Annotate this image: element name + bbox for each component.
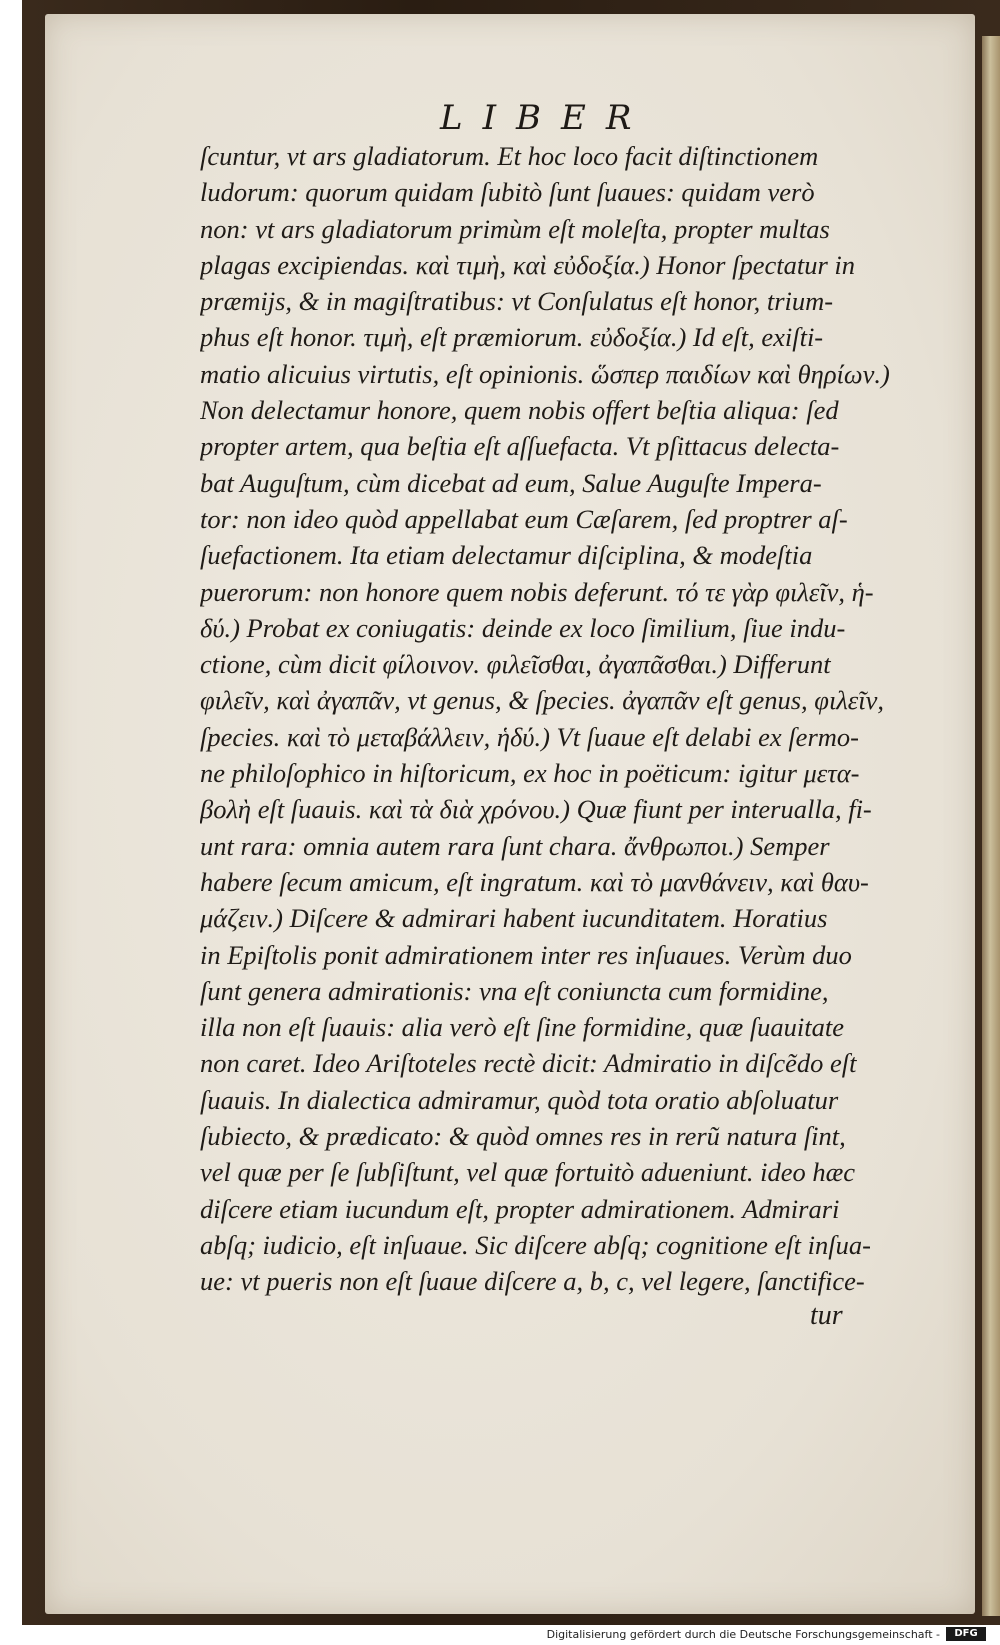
running-head: LIBER: [440, 98, 652, 138]
text-line: puerorum: non honore quem nobis deferunt. τό τε γὰρ φιλεῖν, ἡ-: [200, 576, 874, 607]
text-line: bat Auguſtum, cùm dicebat ad eum, Salue Auguſte Impera-: [200, 467, 822, 498]
text-line: in Epiſtolis ponit admirationem inter res inſuaues. Verùm duo: [200, 939, 852, 970]
text-line: ludorum: quorum quidam ſubitò ſunt ſuaues: quidam verò: [200, 177, 815, 208]
text-line: βολὴ eſt ſuauis. καὶ τὰ διὰ χρόνου.) Quæ fiunt per interualla, fi-: [200, 794, 872, 825]
text-line: δύ.) Probat ex coniugatis: deinde ex loco ſimilium, ſiue indu-: [200, 612, 846, 643]
text-line: tor: non ideo quòd appellabat eum Cæſarem, ſed proptrer aſ-: [200, 503, 848, 534]
text-line: ſcuntur, vt ars gladiatorum. Et hoc loco facit diſtinctionem: [200, 141, 819, 171]
text-line: matio alicuius virtutis, eſt opinionis. ὥσπερ παιδίων καὶ θηρίων.): [200, 358, 890, 389]
page-edge-strip: [982, 36, 1000, 1616]
text-line: vel quæ per ſe ſubſiſtunt, vel quæ fortuitò adueniunt. ideo hæc: [200, 1157, 856, 1188]
text-line: abſq; iudicio, eſt inſuaue. Sic diſcere abſq; cognitione eſt inſua-: [200, 1229, 871, 1260]
text-line: ſpecies. καὶ τὸ μεταβάλλειν, ἡδύ.) Vt ſuaue eſt delabi ex ſermo-: [200, 721, 859, 752]
text-line: ſubiecto, & prædicato: & quòd omnes res in rerũ natura ſint,: [200, 1121, 846, 1152]
text-line: ue: vt pueris non eſt ſuaue diſcere a, b, c, vel legere, ſanctifice-: [200, 1266, 865, 1297]
text-line: propter artem, qua beſtia eſt aſſuefacta. Vt pſittacus delecta-: [200, 431, 840, 462]
body-text: [200, 138, 920, 1300]
text-line: habere ſecum amicum, eſt ingratum. καὶ τὸ μανθάνειν, καὶ θαυ-: [200, 866, 869, 897]
dfg-logo: DFG: [946, 1627, 986, 1641]
text-line: ctione, cùm dicit φίλοινον. φιλεῖσθαι, ἀγαπᾶσθαι.) Differunt: [200, 649, 831, 680]
text-line: phus eſt honor. τιμὴ, eſt præmiorum. εὐδοξία.) Id eſt, exiſti-: [200, 322, 824, 353]
text-line: non: vt ars gladiatorum primùm eſt moleſta, propter multas: [200, 213, 830, 244]
text-line: plagas excipiendas. καὶ τιμὴ, καὶ εὐδοξία.) Honor ſpectatur in: [200, 249, 856, 280]
text-line: non caret. Ideo Ariſtoteles rectè dicit: Admiratio in diſcẽdo eſt: [200, 1048, 857, 1079]
text-line: diſcere etiam iucundum eſt, propter admirationem. Admirari: [200, 1193, 840, 1224]
text-line: μάζειν.) Diſcere & admirari habent iucunditatem. Horatius: [200, 903, 828, 934]
funding-credit: Digitalisierung gefördert durch die Deutsche Forschungsgemeinschaft -: [546, 1628, 940, 1641]
catchword: tur: [810, 1300, 843, 1331]
text-line: unt rara: omnia autem rara ſunt chara. ἄνθρωποι.) Semper: [200, 830, 830, 861]
text-line: ſuauis. In dialectica admiramur, quòd tota oratio abſoluatur: [200, 1084, 839, 1115]
text-line: Non delectamur honore, quem nobis offert beſtia aliqua: ſed: [200, 395, 839, 426]
text-line: præmijs, & in magiſtratibus: vt Conſulatus eſt honor, trium-: [200, 286, 834, 317]
text-line: ne philoſophico in hiſtoricum, ex hoc in poëticum: igitur μετα-: [200, 758, 860, 789]
text-line: ſuefactionem. Ita etiam delectamur diſciplina, & modeſtia: [200, 540, 813, 571]
text-line: illa non eſt ſuauis: alia verò eſt ſine formidine, quæ ſuauitate: [200, 1012, 845, 1043]
text-line: ſunt genera admirationis: vna eſt coniuncta cum formidine,: [200, 975, 829, 1006]
text-line: φιλεῖν, καὶ ἀγαπᾶν, vt genus, & ſpecies. ἀγαπᾶν eſt genus, φιλεῖν,: [200, 685, 884, 716]
